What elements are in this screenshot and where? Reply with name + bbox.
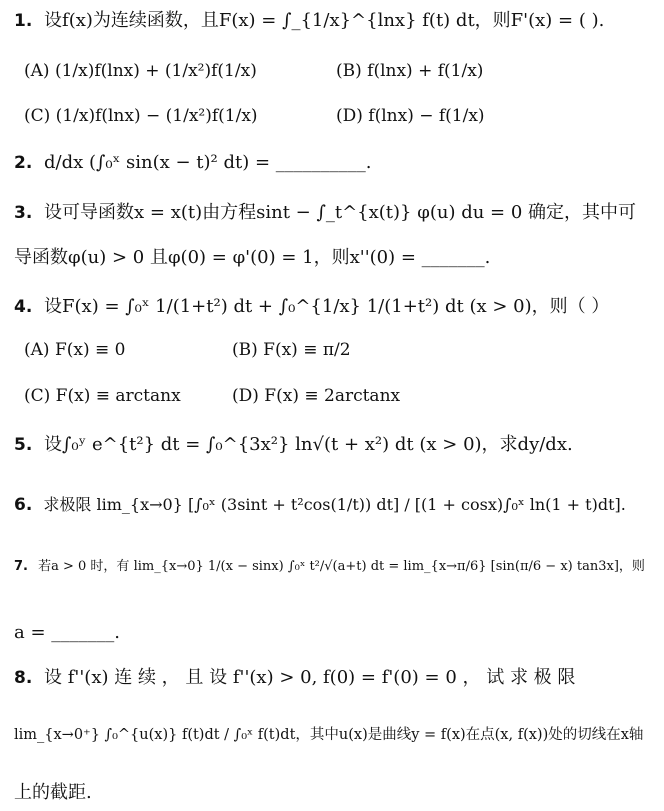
problem-2: [14, 150, 372, 176]
option-b: (B) F(x) ≡ π/2: [232, 340, 351, 360]
problem-8-line-3: 上的截距.: [14, 782, 92, 803]
option-b: (B) f(lnx) + f(1/x): [336, 61, 484, 81]
problem-number: 7.: [14, 559, 28, 574]
problem-4: [14, 294, 609, 320]
problem-3-line-2: 导函数φ(u) > 0 且φ(0) = φ'(0) = 1，则x''(0) = _______.: [14, 247, 491, 268]
problem-7: [14, 554, 645, 580]
option-a: (A) (1/x)f(lnx) + (1/x²)f(1/x): [24, 61, 257, 81]
problem-stem-line-1: 若a > 0 时，有 lim_{x→0} 1/(x − sinx) ∫₀ˣ t²/√(a+t) dt = lim_{x→π/6} [sin(π/6 − x) tan3x]，则: [38, 559, 645, 574]
problem-3: [14, 200, 636, 226]
problem-number: 2.: [14, 153, 33, 173]
option-a: (A) F(x) ≡ 0: [24, 340, 126, 360]
problem-6: [14, 492, 626, 518]
problem-stem: 设f(x)为连续函数，且F(x) = ∫_{1/x}^{lnx} f(t) dt，则F'(x) = ( ).: [44, 10, 605, 31]
problem-number: 4.: [14, 297, 33, 317]
problem-1: [14, 8, 604, 34]
problem-stem: 设F(x) = ∫₀ˣ 1/(1+t²) dt + ∫₀^{1/x} 1/(1+t²) dt (x > 0)，则（ ）: [44, 296, 610, 317]
problem-stem: 设∫₀ʸ e^{t²} dt = ∫₀^{3x²} ln√(t + x²) dt (x > 0)，求dy/dx.: [44, 434, 573, 455]
problem-7-line-2: a = _______.: [14, 622, 120, 643]
option-c: (C) (1/x)f(lnx) − (1/x²)f(1/x): [24, 106, 258, 126]
problem-number: 1.: [14, 11, 33, 31]
problem-8-line-2: lim_{x→0⁺} ∫₀^{u(x)} f(t)dt / ∫₀ˣ f(t)dt，其中u(x)是曲线y = f(x)在点(x, f(x))处的切线在x轴: [14, 727, 644, 743]
problem-stem: d/dx (∫₀ˣ sin(x − t)² dt) = __________.: [44, 152, 372, 173]
problem-8: [14, 665, 575, 691]
option-d: (D) F(x) ≡ 2arctanx: [232, 386, 401, 406]
problem-number: 5.: [14, 435, 33, 455]
problem-number: 6.: [14, 495, 33, 515]
problem-stem-line-1: 设可导函数x = x(t)由方程sint − ∫_t^{x(t)} φ(u) du = 0 确定，其中可: [44, 202, 637, 223]
option-d: (D) f(lnx) − f(1/x): [336, 106, 485, 126]
problem-stem: 求极限 lim_{x→0} [∫₀ˣ (3sint + t²cos(1/t)) dt] / [(1 + cosx)∫₀ˣ ln(1 + t)dt].: [43, 495, 626, 514]
problem-stem-line-1: 设 f''(x) 连 续 ， 且 设 f''(x) > 0, f(0) = f'(0) = 0 ， 试 求 极 限: [44, 667, 576, 688]
problem-number: 8.: [14, 668, 33, 688]
problem-5: [14, 432, 573, 458]
option-c: (C) F(x) ≡ arctanx: [24, 386, 181, 406]
problem-number: 3.: [14, 203, 33, 223]
